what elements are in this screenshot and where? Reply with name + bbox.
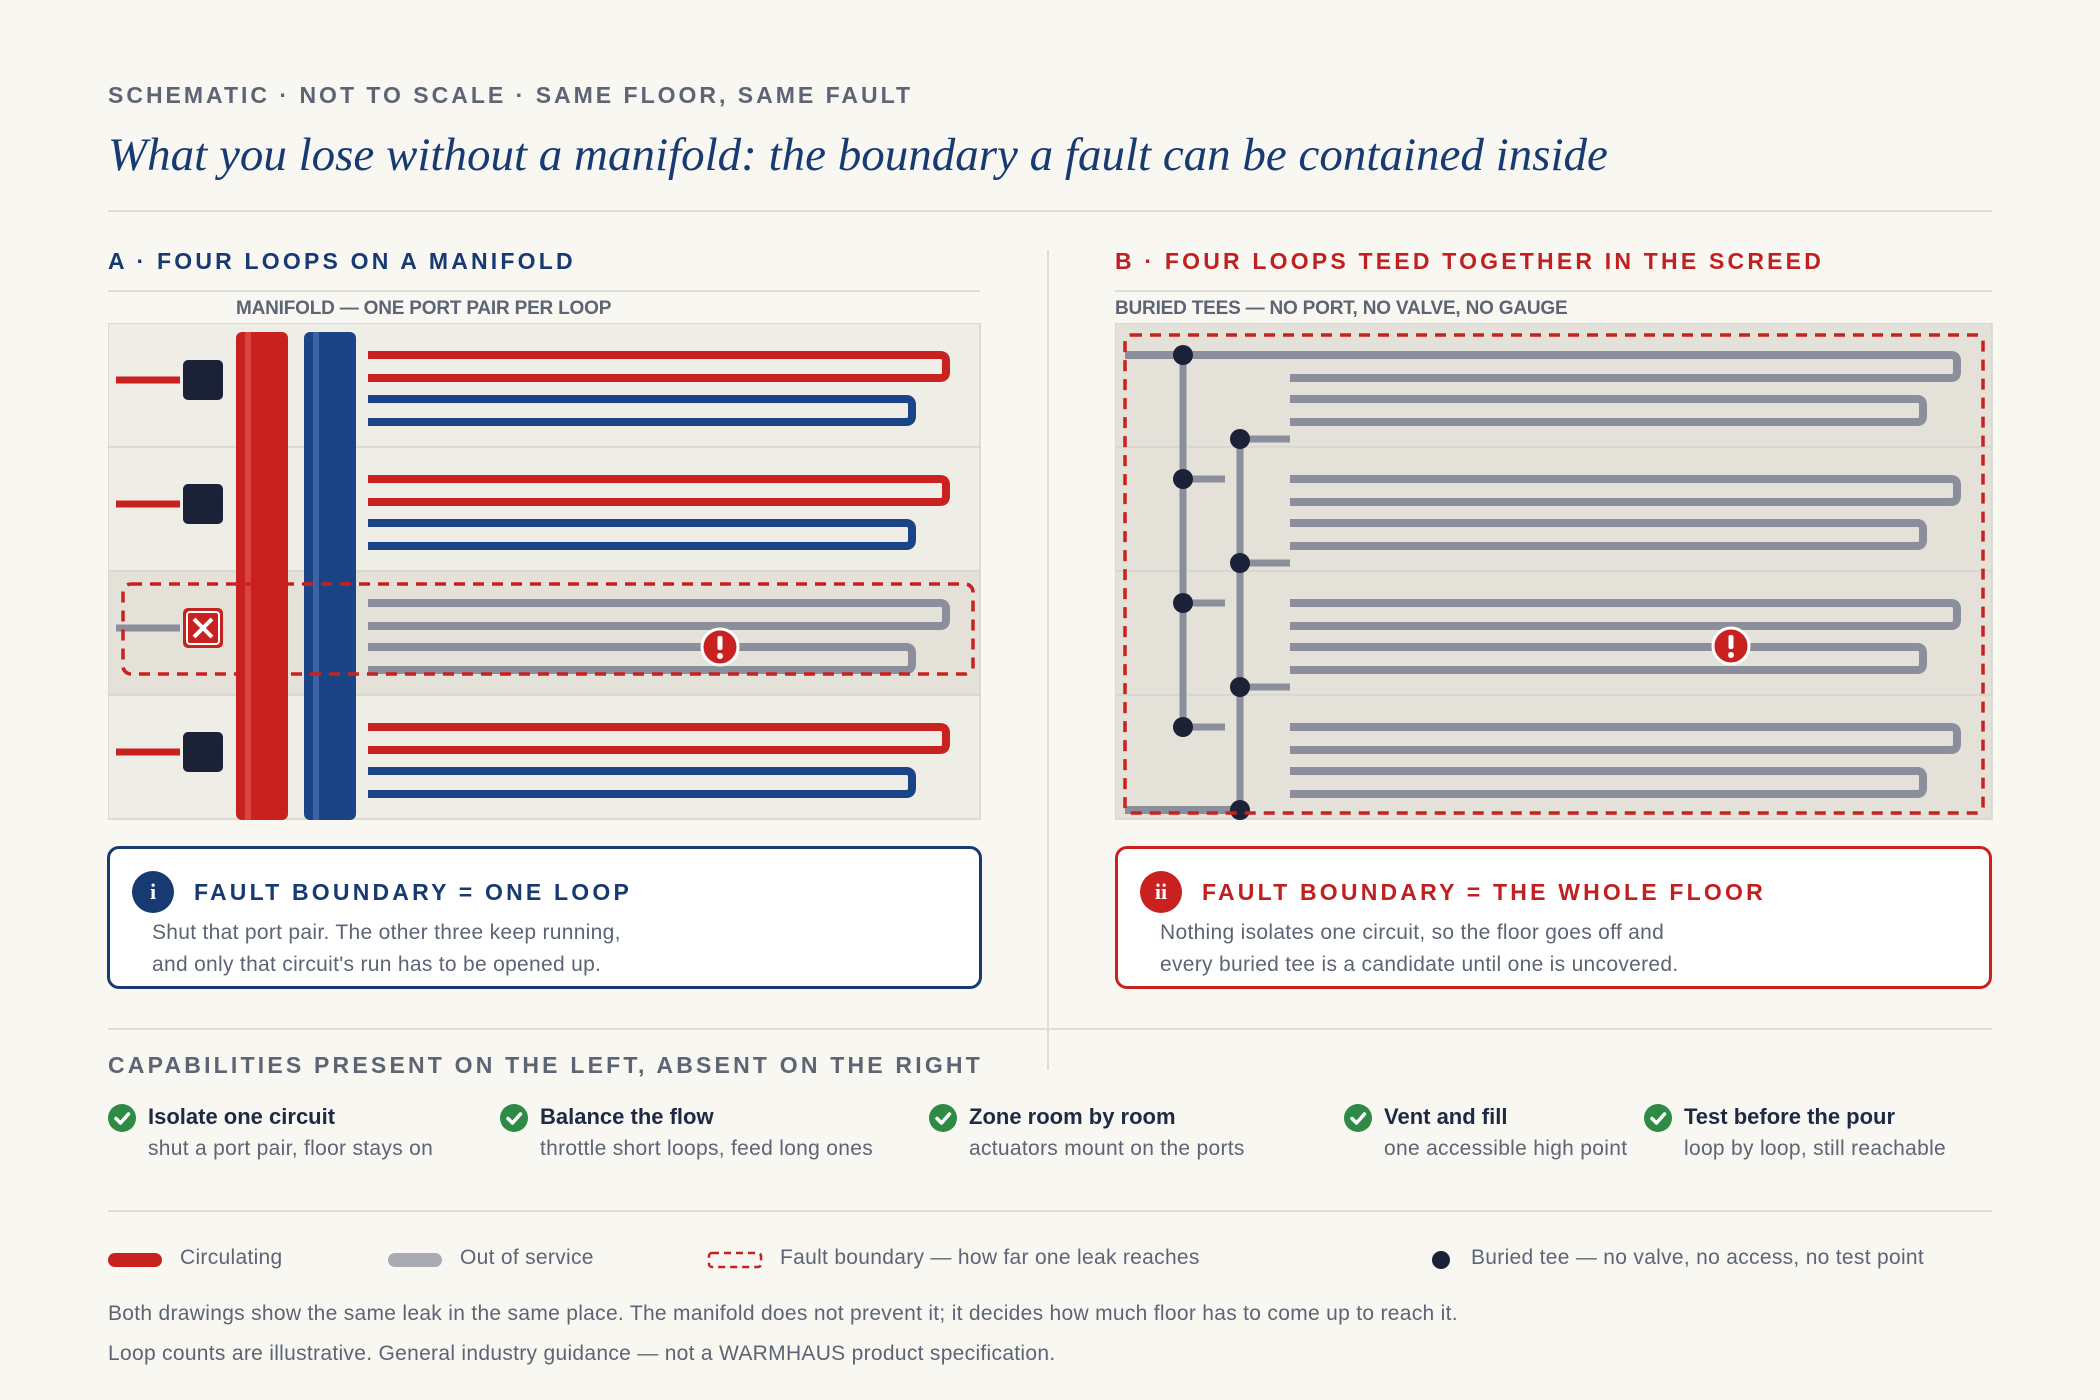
leak-icon [702, 629, 738, 665]
port-valve-2 [183, 484, 223, 524]
capability-title: Balance the flow [540, 1104, 714, 1129]
panel-b-heading: B · FOUR LOOPS TEED TOGETHER IN THE SCREED [1115, 248, 1825, 274]
callout-whole-floor [1115, 846, 1992, 989]
callout-whole-floor-heading: FAULT BOUNDARY = THE WHOLE FLOOR [1202, 879, 1766, 905]
buried-tee-5 [1173, 593, 1193, 613]
legend-label: Buried tee — no valve, no access, no test point [1471, 1246, 1925, 1269]
manifold-diagram [108, 323, 982, 820]
panel-a-rule [108, 290, 980, 292]
header-divider [108, 210, 1992, 212]
check-icon [929, 1104, 957, 1132]
panel-divider [1047, 250, 1049, 1070]
buried-tee-2 [1230, 429, 1250, 449]
capabilities-divider [108, 1028, 1992, 1030]
info-badge-icon: i [132, 871, 174, 913]
check-icon [1344, 1104, 1372, 1132]
capability-subtitle: throttle short loops, feed long ones [540, 1137, 874, 1160]
buried-tee-8 [1230, 800, 1250, 820]
loop-band-b1 [1115, 323, 1992, 447]
legend-label: Circulating [180, 1246, 283, 1269]
legend-divider [108, 1210, 1992, 1212]
closed-valve-icon [183, 608, 223, 648]
check-icon [500, 1104, 528, 1132]
callout-whole-floor-line-1: Nothing isolates one circuit, so the floor goes off and [1160, 921, 1665, 944]
kicker: SCHEMATIC · NOT TO SCALE · SAME FLOOR, SAME FAULT [108, 82, 914, 108]
callout-one-loop-line-2: and only that circuit's run has to be opened up. [152, 953, 602, 976]
callout-one-loop-heading: FAULT BOUNDARY = ONE LOOP [194, 879, 633, 905]
loop-band-b4 [1115, 695, 1992, 819]
buried-tees-caption: BURIED TEES — NO PORT, NO VALVE, NO GAUGE [1115, 298, 1568, 319]
capability-title: Test before the pour [1684, 1104, 1896, 1129]
port-valve-4 [183, 732, 223, 772]
buried-tee-4 [1230, 553, 1250, 573]
leak-icon [1713, 628, 1749, 664]
red-pipe-swatch-icon [108, 1252, 162, 1268]
loop-band-b3 [1115, 571, 1992, 695]
capabilities-heading: CAPABILITIES PRESENT ON THE LEFT, ABSENT ON THE RIGHT [108, 1052, 983, 1078]
capability-subtitle: actuators mount on the ports [969, 1137, 1245, 1160]
grey-pipe-swatch-icon [388, 1252, 442, 1268]
buried-tee-1 [1173, 345, 1193, 365]
check-icon [108, 1104, 136, 1132]
loop-band-b2 [1115, 447, 1992, 571]
manifold-caption: MANIFOLD — ONE PORT PAIR PER LOOP [236, 298, 612, 319]
capability-title: Isolate one circuit [148, 1104, 336, 1129]
footnote-1: Both drawings show the same leak in the same place. The manifold does not prevent it; it decides how much floor has to come up to reach it. [108, 1302, 1458, 1325]
legend-label: Fault boundary — how far one leak reaches [780, 1246, 1200, 1269]
capability-subtitle: loop by loop, still reachable [1684, 1137, 1947, 1160]
capability-subtitle: one accessible high point [1384, 1137, 1628, 1160]
buried-tee-3 [1173, 469, 1193, 489]
callout-one-loop-line-1: Shut that port pair. The other three keep running, [152, 921, 621, 944]
buried-tee-6 [1230, 677, 1250, 697]
check-icon [1644, 1104, 1672, 1132]
panel-b-rule [1115, 290, 1992, 292]
return-manifold-bar [304, 332, 356, 820]
buried-tee-7 [1173, 717, 1193, 737]
legend-label: Out of service [460, 1246, 594, 1269]
tee-dot-swatch-icon [1431, 1250, 1451, 1270]
port-valve-1 [183, 360, 223, 400]
callout-whole-floor-line-2: every buried tee is a candidate until one is uncovered. [1160, 953, 1679, 976]
capability-title: Vent and fill [1384, 1104, 1508, 1129]
capability-subtitle: shut a port pair, floor stays on [148, 1137, 434, 1160]
panel-a-heading: A · FOUR LOOPS ON A MANIFOLD [108, 248, 576, 274]
page-title: What you lose without a manifold: the boundary a fault can be contained inside [108, 129, 1608, 181]
capability-title: Zone room by room [969, 1104, 1176, 1129]
callout-one-loop [107, 846, 982, 989]
footnote-2: Loop counts are illustrative. General industry guidance — not a WARMHAUS product specification. [108, 1342, 1056, 1365]
supply-manifold-bar [236, 332, 288, 820]
info-badge-icon: ii [1140, 871, 1182, 913]
dashed-box-swatch-icon [707, 1251, 763, 1269]
buried-tees-diagram [1115, 323, 1994, 820]
